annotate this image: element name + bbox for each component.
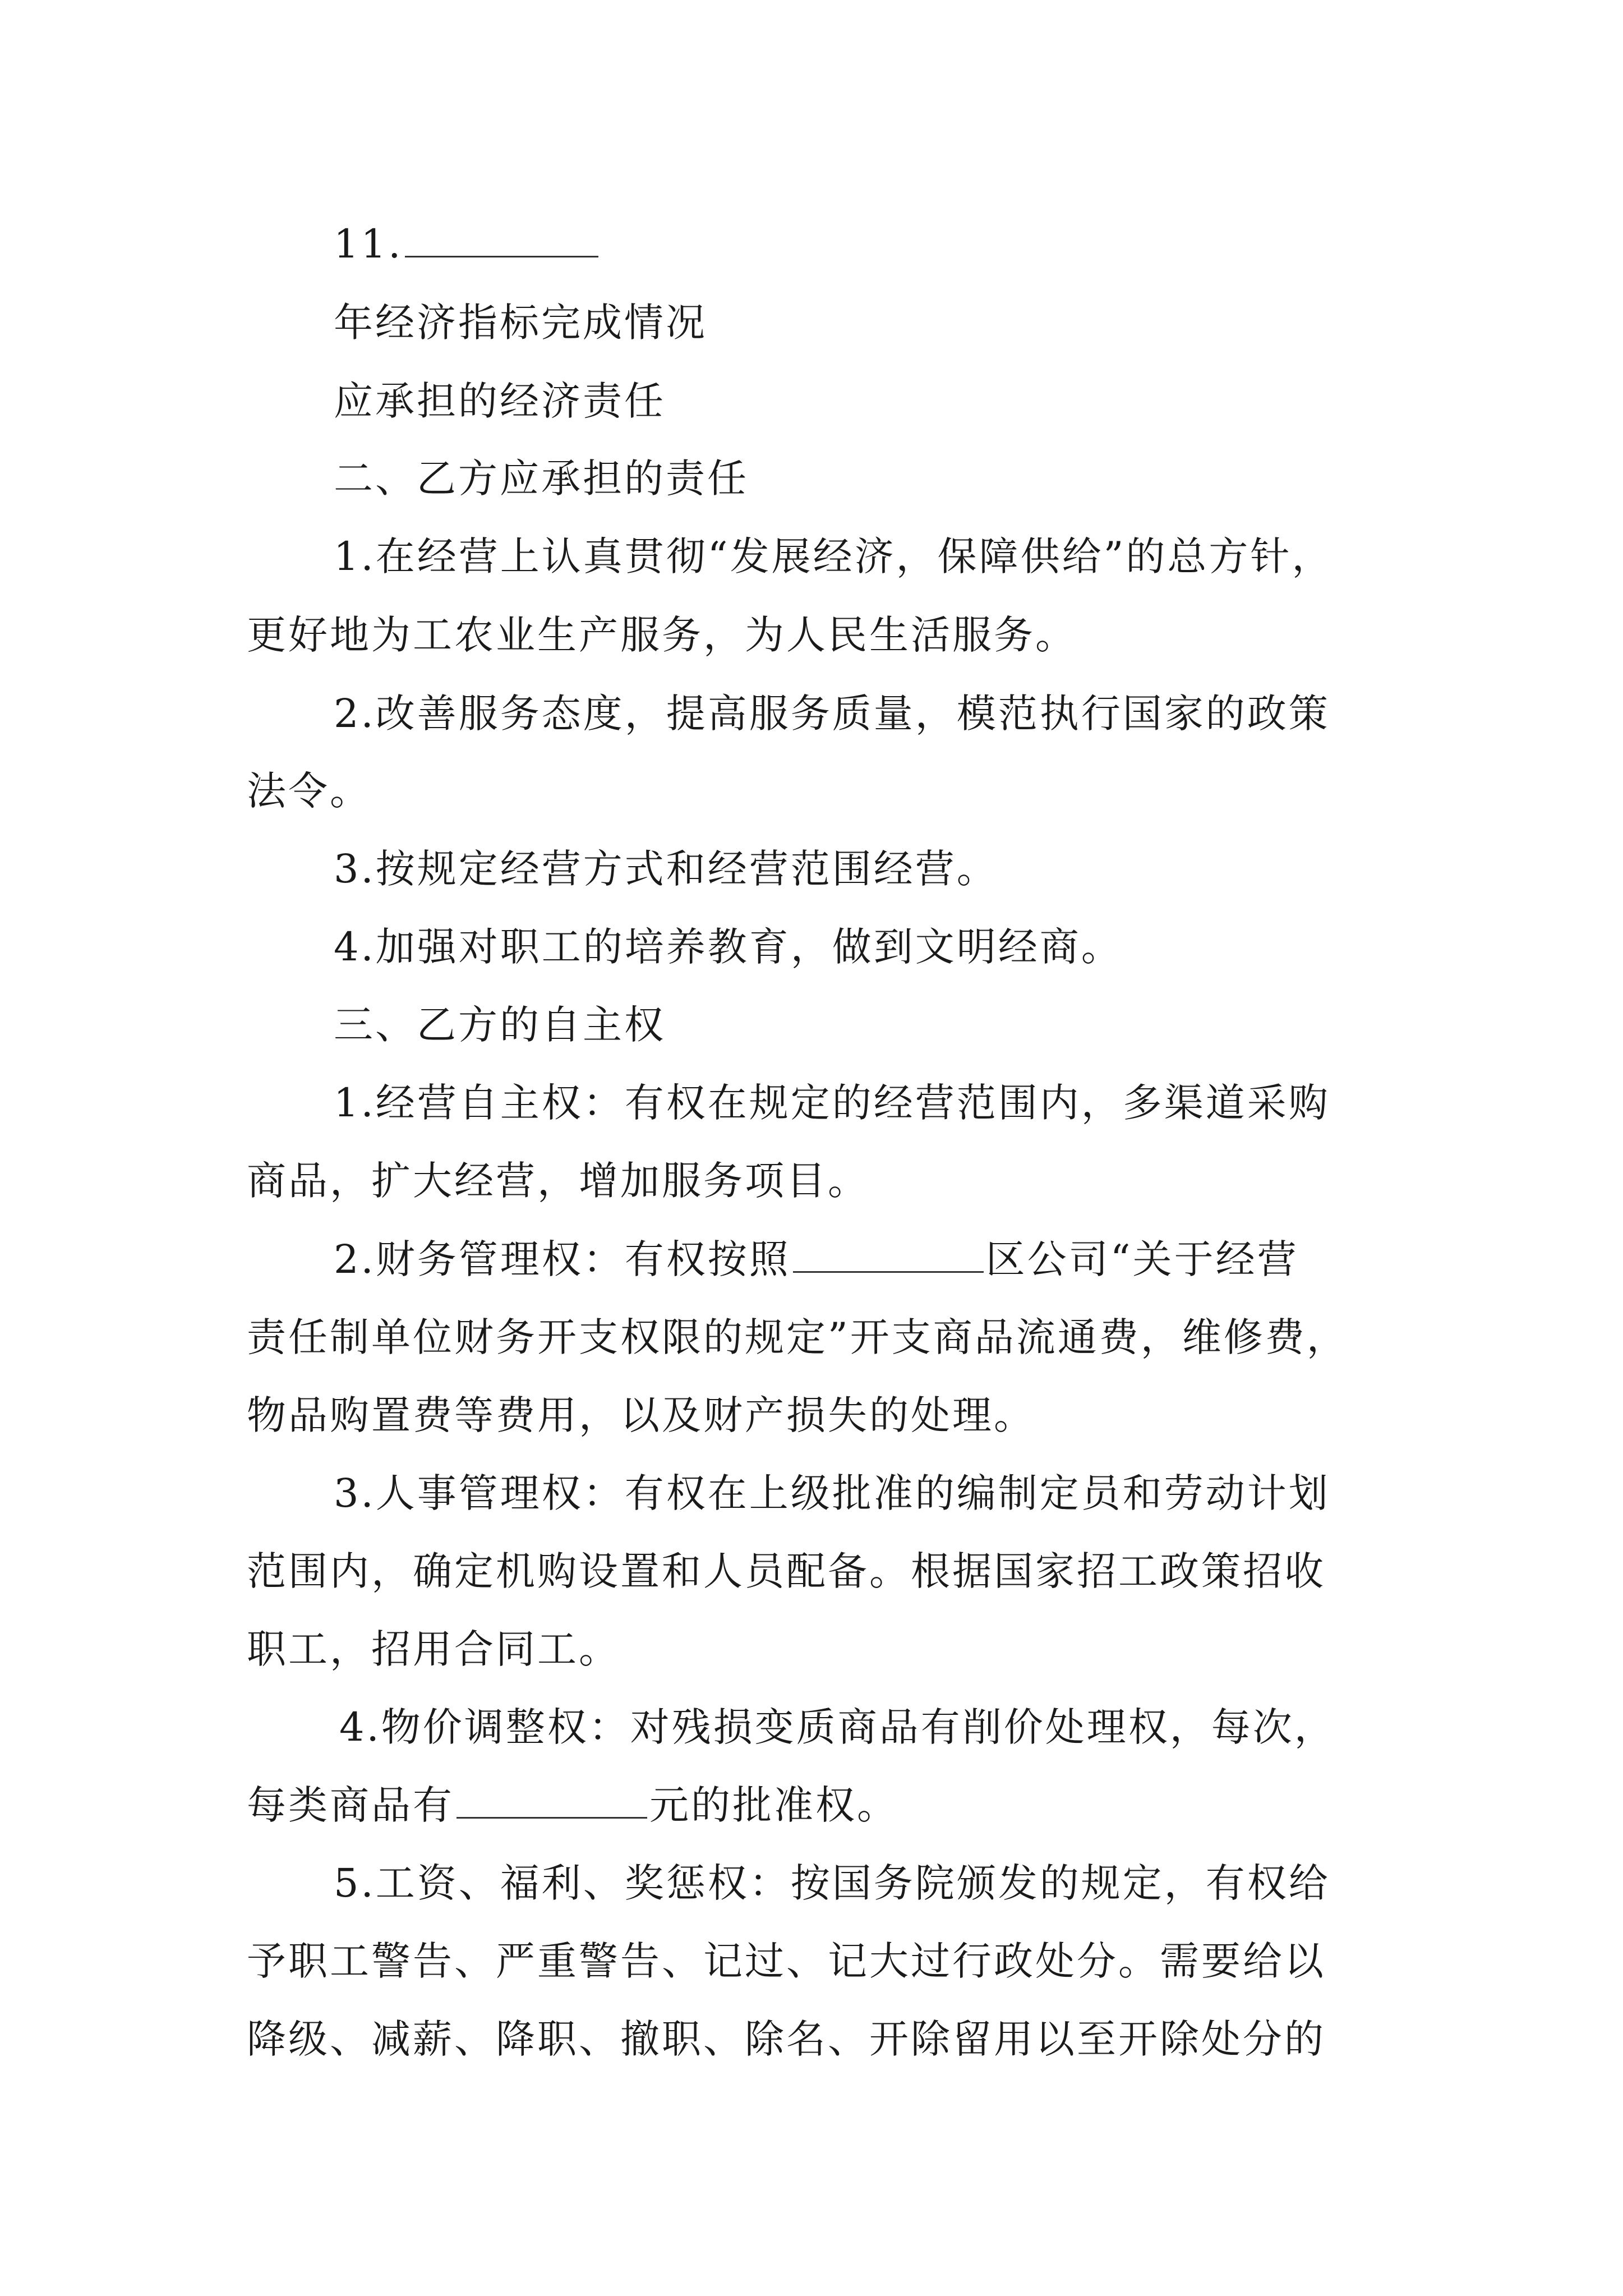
text-line: 更好地为工农业生产服务，为人民生活服务。 (247, 612, 1077, 658)
text-line: 予职工警告、严重警告、记过、记大过行政处分。需要给以 (247, 1938, 1326, 1984)
text-line: 每类商品有 元的批准权。 (247, 1782, 898, 1828)
text-line: 物品购置费等费用，以及财产损失的处理。 (247, 1392, 1035, 1438)
text-line: 3.人事管理权：有权在上级批准的编制定员和劳动计划 (334, 1470, 1330, 1516)
text-line: 法令。 (247, 768, 371, 814)
text-line: 4.加强对职工的培养教育，做到文明经商。 (334, 924, 1123, 970)
text-line: 4.物价调整权：对残损变质商品有削价处理权，每次， (339, 1704, 1336, 1750)
text-line: 商品，扩大经营，增加服务项目。 (247, 1158, 869, 1204)
section-heading: 三、乙方的自主权 (334, 1002, 666, 1048)
text-line: 2.财务管理权：有权按照 区公司“关于经营 (334, 1236, 1299, 1282)
text-line: 范围内，确定机购设置和人员配备。根据国家招工政策招收 (247, 1548, 1326, 1594)
text-line: 3.按规定经营方式和经营范围经营。 (334, 846, 998, 892)
text-line: 1.经营自主权：有权在规定的经营范围内，多渠道采购 (334, 1080, 1330, 1126)
text-line: 应承担的经济责任 (334, 378, 666, 424)
text-line: 降级、减薪、降职、撤职、除名、开除留用以至开除处分的 (247, 2016, 1326, 2062)
item-number: 11. (334, 221, 403, 267)
text-line: 年经济指标完成情况 (334, 300, 707, 346)
text-line (0, 216, 1623, 272)
text-line: 责任制单位财务开支权限的规定”开支商品流通费，维修费， (247, 1314, 1348, 1360)
fill-in-blank (793, 1237, 984, 1273)
fill-in-blank (405, 222, 598, 257)
text-line: 职工，招用合同工。 (247, 1626, 620, 1672)
text-line: 2.改善服务态度，提高服务质量，模范执行国家的政策 (334, 691, 1330, 737)
text-line: 1.在经营上认真贯彻“发展经济，保障供给”的总方针， (334, 533, 1334, 579)
text-line: 5.工资、福利、奖惩权：按国务院颁发的规定，有权给 (334, 1860, 1330, 1906)
fill-in-blank (457, 1783, 647, 1819)
section-heading: 二、乙方应承担的责任 (334, 455, 749, 501)
